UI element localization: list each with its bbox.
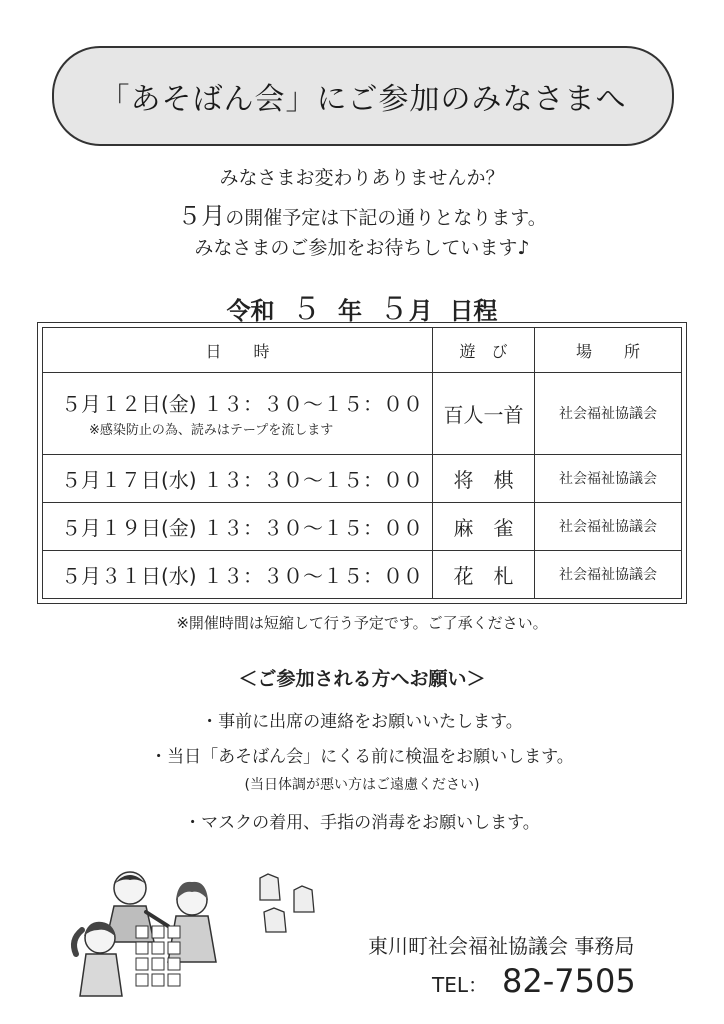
row-date-text: ５月１２日(金) １３：３０〜１５：００ [61,392,423,417]
row-datetime: ５月１９日(金) １３：３０〜１５：００ [43,502,433,550]
intro-line-1: みなさまお変わりありませんか？ [219,167,505,189]
shogi-pieces-icon [260,874,314,932]
schedule-table [42,327,682,599]
intro-line-3: みなさまのご参加をお待ちしています♪ [194,237,530,259]
request-item-2-sub: (当日体調が悪い方はご遠慮ください) [244,777,480,793]
header-place: 場 所 [535,328,682,373]
row-place: 社会福祉協議会 [535,454,682,502]
schedule-title-year: ５ [291,292,322,327]
requests-title: ＜ご参加される方へお願い＞ [238,668,486,690]
schedule-title-month: ５ [378,292,409,327]
table-row [43,550,682,598]
row-game: 花 札 [433,550,535,598]
schedule-title-year-unit: 年 [338,297,362,325]
intro-line-2 [0,196,724,231]
table-row [43,502,682,550]
schedule-title-label: 日程 [449,297,498,325]
request-item-2: ・当日「あそばん会」にくる前に検温をお願いします。 [150,747,574,767]
row-place: 社会福祉協議会 [535,502,682,550]
tel-label: TEL： [432,973,488,997]
request-item-3: ・マスクの着用、手指の消毒をお願いします。 [184,813,540,833]
table-row [43,454,682,502]
row-datetime: ５月１７日(水) １３：３０〜１５：００ [43,454,433,502]
schedule-table-frame [37,322,687,604]
girl-with-ponytail-icon [74,922,122,996]
row-place: 社会福祉協議会 [535,373,682,455]
header-datetime: 日 時 [43,328,433,373]
table-header-row [43,328,682,373]
row-note: ※感染防止の為、読みはテープを流します [89,423,334,439]
page-title: 「あそばん会」にご参加のみなさまへ [99,82,627,117]
telephone [432,962,636,1000]
table-row [43,373,682,455]
request-item-1: ・事前に出席の連絡をお願いいたします。 [201,712,523,732]
title-banner [52,46,674,146]
row-game: 麻 雀 [433,502,535,550]
row-game: 将 棋 [433,454,535,502]
schedule-title-month-unit: 月 [408,297,433,325]
tel-number: 82-7505 [502,962,636,1000]
row-game: 百人一首 [433,373,535,455]
intro-line-2-text: の開催予定は下記の通りとなります。 [225,207,547,229]
organization-name: 東川町社会福祉協議会 事務局 [368,934,635,958]
children-playing-illustration [64,866,364,1006]
schedule-title-era: 令和 [226,297,275,325]
row-place: 社会福祉協議会 [535,550,682,598]
row-datetime [43,373,433,455]
header-game: 遊 び [433,328,535,373]
row-datetime: ５月３１日(水) １３：３０〜１５：００ [43,550,433,598]
intro-month: ５月 [177,202,226,230]
time-footnote: ※開催時間は短縮して行う予定です。ご了承ください。 [176,614,548,632]
